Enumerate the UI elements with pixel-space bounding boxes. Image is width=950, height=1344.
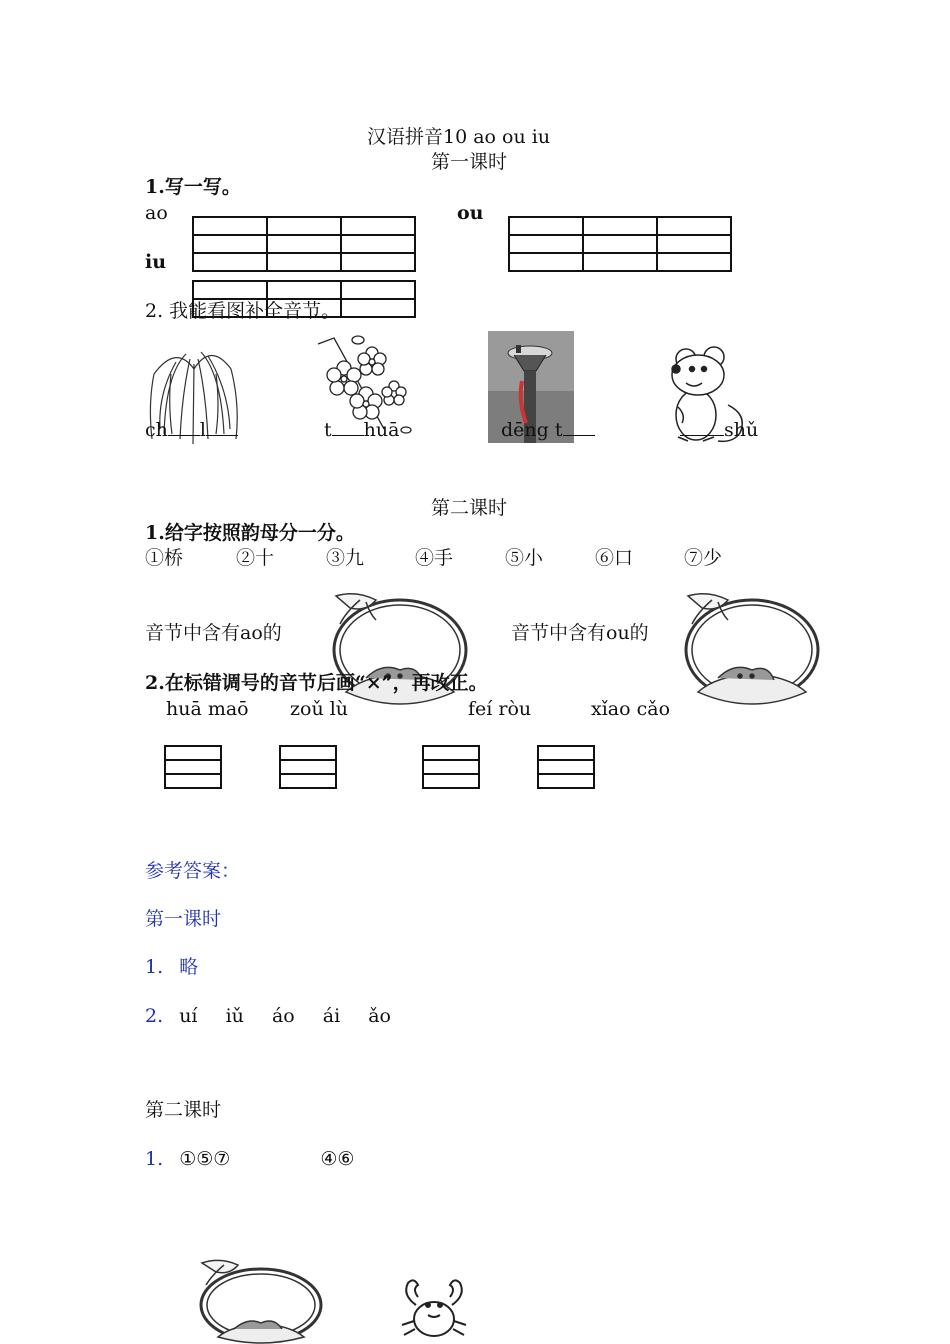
char-2: ②十 <box>236 547 275 569</box>
syllable-2 <box>324 418 399 442</box>
q1-heading: 1.写一写。 <box>145 176 241 198</box>
wrong-syllable-1: huā maō <box>166 698 249 720</box>
basket-ao-label: 音节中含有ao的 <box>145 622 282 644</box>
answer-1 <box>145 955 198 979</box>
wrong-syllable-4: xǐao cǎo <box>591 698 671 720</box>
answer-b1 <box>145 1147 354 1171</box>
answer-b1-num: 1. <box>145 1148 164 1170</box>
answers-lesson1: 第一课时 <box>145 908 222 930</box>
syllable-1 <box>145 418 238 442</box>
basket-ou-icon[interactable] <box>680 590 826 710</box>
page-title: 汉语拼音10 ao ou iu <box>367 126 551 148</box>
answer-2-item-5: ǎo <box>368 1005 391 1027</box>
answer-2-item-4: ái <box>322 1005 341 1027</box>
l2-q2-heading: 2.在标错调号的音节后画“×”，再改正。 <box>145 672 488 694</box>
char-7: ⑦少 <box>684 547 723 569</box>
syllable-1-blank-b[interactable] <box>206 421 238 436</box>
char-6: ⑥口 <box>595 547 634 569</box>
label-ao: ao <box>145 202 168 224</box>
q2-heading: 2. 我能看图补全音节。 <box>145 300 341 322</box>
syllable-3-mid: t <box>554 419 563 441</box>
correction-box-2[interactable] <box>279 745 337 789</box>
lesson1-title: 第一课时 <box>431 151 508 173</box>
char-3: ③九 <box>326 547 365 569</box>
answer-2-item-2: iǔ <box>225 1005 244 1027</box>
wrong-syllable-3: feí ròu <box>468 698 532 720</box>
correction-box-3[interactable] <box>422 745 480 789</box>
answer-b1-ou: ④⑥ <box>320 1148 355 1170</box>
char-4: ④手 <box>415 547 454 569</box>
label-ou: ou <box>457 202 484 224</box>
answers-lesson2: 第二课时 <box>145 1099 222 1121</box>
answer-1-text: 略 <box>179 956 199 978</box>
syllable-3-blank[interactable] <box>563 421 595 436</box>
correction-box-4[interactable] <box>537 745 595 789</box>
syllable-2-pre: t <box>324 419 332 441</box>
syllable-4 <box>680 418 758 442</box>
correction-box-1[interactable] <box>164 745 222 789</box>
syllable-4-blank[interactable] <box>680 421 724 436</box>
answer-basket-icon <box>194 1257 328 1342</box>
syllable-1-pre: ch <box>145 419 168 441</box>
writing-grid-ou[interactable] <box>508 216 732 272</box>
syllable-2-blank[interactable] <box>332 421 364 436</box>
syllable-3 <box>501 418 595 442</box>
syllable-1-blank-a[interactable] <box>168 421 200 436</box>
l2-q1-heading: 1.给字按照韵母分一分。 <box>145 522 355 544</box>
label-iu: iu <box>145 251 167 273</box>
char-5: ⑤小 <box>505 547 544 569</box>
answer-2-num: 2. <box>145 1005 164 1027</box>
wrong-syllable-2: zoǔ lù <box>290 698 349 720</box>
answer-2 <box>145 1004 391 1028</box>
syllable-4-post: shǔ <box>724 419 759 441</box>
answer-2-item-3: áo <box>271 1005 295 1027</box>
answer-2-item-1: uí <box>179 1005 198 1027</box>
writing-grid-ao[interactable] <box>192 216 416 272</box>
syllable-3-pre: dēng <box>501 419 549 441</box>
answer-1-num: 1. <box>145 956 164 978</box>
crab-icon <box>398 1275 470 1341</box>
answer-b1-ao: ①⑤⑦ <box>179 1148 231 1170</box>
lesson2-title: 第二课时 <box>431 497 508 519</box>
syllable-2-post: huā <box>363 419 400 441</box>
char-1: ①桥 <box>145 547 184 569</box>
syllable-1-mid: l <box>199 419 206 441</box>
answers-heading: 参考答案： <box>145 860 241 882</box>
basket-ou-label: 音节中含有ou的 <box>511 622 649 644</box>
